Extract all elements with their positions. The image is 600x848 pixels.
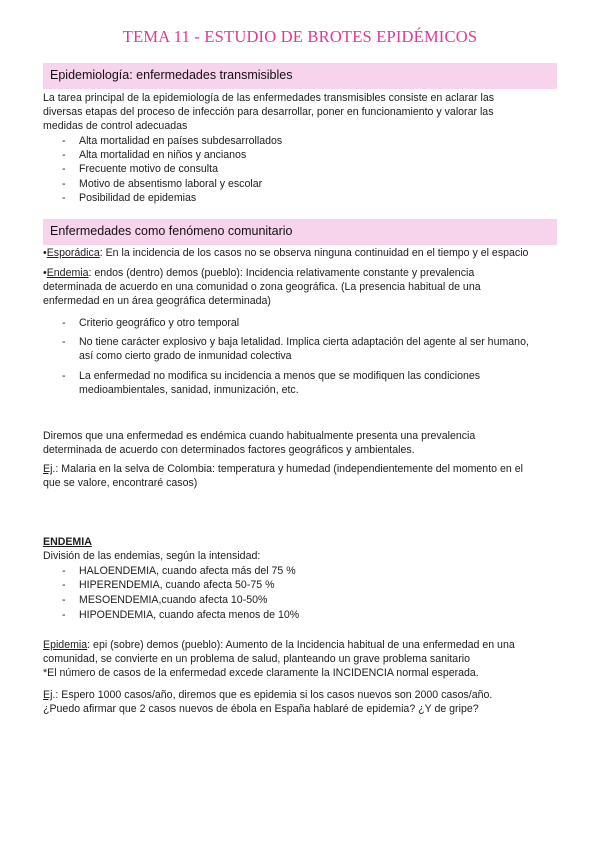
text-line: ¿Puedo afirmar que 2 casos nuevos de ébola en España hablaré de epidemia? ¿Y de gripe? <box>43 703 479 716</box>
text-line <box>43 638 559 652</box>
example-epidemia <box>43 688 559 716</box>
list-dash: - <box>62 317 66 329</box>
definition-text: : endos (dentro) demos (pueblo): Incidencia relativamente constante y prevalencia <box>88 267 475 279</box>
text-line: La tarea principal de la epidemiología de las enfermedades transmisibles consiste en aclarar las <box>43 92 495 104</box>
endemia-subtitle: División de las endemias, según la intensidad: <box>43 550 261 563</box>
text-line: que se valore, encontraré casos) <box>43 477 198 490</box>
text-line: *El número de casos de la enfermedad excede claramente la INCIDENCIA normal esperada. <box>43 667 479 680</box>
page-title: TEMA 11 - ESTUDIO DE BROTES EPIDÉMICOS <box>122 27 478 46</box>
text-line: enfermedad en un área geográfica determinada) <box>43 295 271 308</box>
endemia-definition <box>43 266 559 309</box>
text-line <box>43 688 559 702</box>
list-item-text: HIPOENDEMIA, cuando afecta menos de 10% <box>79 609 300 621</box>
text-line <box>43 266 559 280</box>
term-ej: Ej <box>43 689 53 701</box>
section-heading: Enfermedades como fenómeno comunitario <box>50 224 293 238</box>
section-header-fenomeno-comunitario <box>43 219 557 245</box>
text-line: determinada de acuerdo en una comunidad o zona geográfica. (La presencia habitual de una <box>43 281 481 294</box>
text-line <box>43 462 559 476</box>
list-dash: - <box>62 336 66 348</box>
term-epidemia: Epidemia <box>43 639 88 651</box>
list-dash: - <box>62 192 66 204</box>
text-line: No tiene carácter explosivo y baja letalidad. Implica cierta adaptación del agente al ser humano, <box>79 336 529 348</box>
epidemia-definition <box>43 638 559 681</box>
definition-text: : epi (sobre) demos (pueblo): Aumento de la Incidencia habitual de una enfermedad en una <box>87 639 515 651</box>
esporadica-definition <box>43 246 559 260</box>
list-dash: - <box>62 149 66 161</box>
text-line: diversas etapas del proceso de infección para desarrollar, poner en funcionamiento y valorar las <box>43 106 494 119</box>
list-item-text: Criterio geográfico y otro temporal <box>79 317 240 329</box>
example-malaria <box>43 462 559 490</box>
list-item-text: Alta mortalidad en niños y ancianos <box>79 149 247 161</box>
list-item-text: Motivo de absentismo laboral y escolar <box>79 178 263 190</box>
intro-paragraph <box>43 91 559 134</box>
endemia-heading: ENDEMIA <box>43 536 92 548</box>
text-line: medidas de control adecuadas <box>43 120 188 133</box>
example-text: .: Malaria en la selva de Colombia: temperatura y humedad (independientemente del momento en el <box>52 463 523 475</box>
definition-text: : En la incidencia de los casos no se observa ninguna continuidad en el tiempo y el espacio <box>99 247 529 259</box>
text-line: así como cierto grado de inmunidad colectiva <box>79 350 292 363</box>
list-item-text: HIPERENDEMIA, cuando afecta 50-75 % <box>79 579 275 591</box>
example-text: .: Espero 1000 casos/año, diremos que es epidemia si los casos nuevos son 2000 casos/año. <box>52 689 493 701</box>
endemic-paragraph <box>43 429 559 457</box>
bullet-dot: • <box>43 267 47 279</box>
list-dash: - <box>62 178 66 190</box>
text-line: medioambientales, sanidad, inmunización, etc. <box>79 384 299 397</box>
list-dash: - <box>62 594 66 606</box>
text-line: determinada de acuerdo con determinados factores geográficos y ambientales. <box>43 444 415 457</box>
text-line: Diremos que una enfermedad es endémica cuando habitualmente presenta una prevalencia <box>43 430 476 442</box>
section-heading: Epidemiología: enfermedades transmisibles <box>50 68 293 82</box>
list-dash: - <box>62 609 66 621</box>
list-dash: - <box>62 579 66 591</box>
term-esporadica: Esporádica <box>46 247 100 259</box>
term-endemia: Endemia <box>46 267 89 279</box>
text-line: La enfermedad no modifica su incidencia a menos que se modifiquen las condiciones <box>79 370 481 382</box>
list-dash: - <box>62 565 66 577</box>
list-dash: - <box>62 135 66 147</box>
section-header-epidemiologia <box>43 63 557 89</box>
term-ej: Ej <box>43 463 53 475</box>
list-item-text: Frecuente motivo de consulta <box>79 163 218 175</box>
list-item-text: Alta mortalidad en países subdesarrollados <box>79 135 283 147</box>
list-item-text <box>79 335 559 363</box>
list-item-text: MESOENDEMIA,cuando afecta 10-50% <box>79 594 268 606</box>
list-dash: - <box>62 370 66 382</box>
text-line: comunidad, se convierte en un problema de salud, planteando un grave problema sanitario <box>43 653 470 666</box>
list-dash: - <box>62 163 66 175</box>
list-item-text <box>79 369 559 397</box>
list-item-text: Posibilidad de epidemias <box>79 192 197 204</box>
list-item-text: HALOENDEMIA, cuando afecta más del 75 % <box>79 565 296 577</box>
bullet-dot: • <box>43 247 47 259</box>
endemia-block <box>43 535 559 563</box>
